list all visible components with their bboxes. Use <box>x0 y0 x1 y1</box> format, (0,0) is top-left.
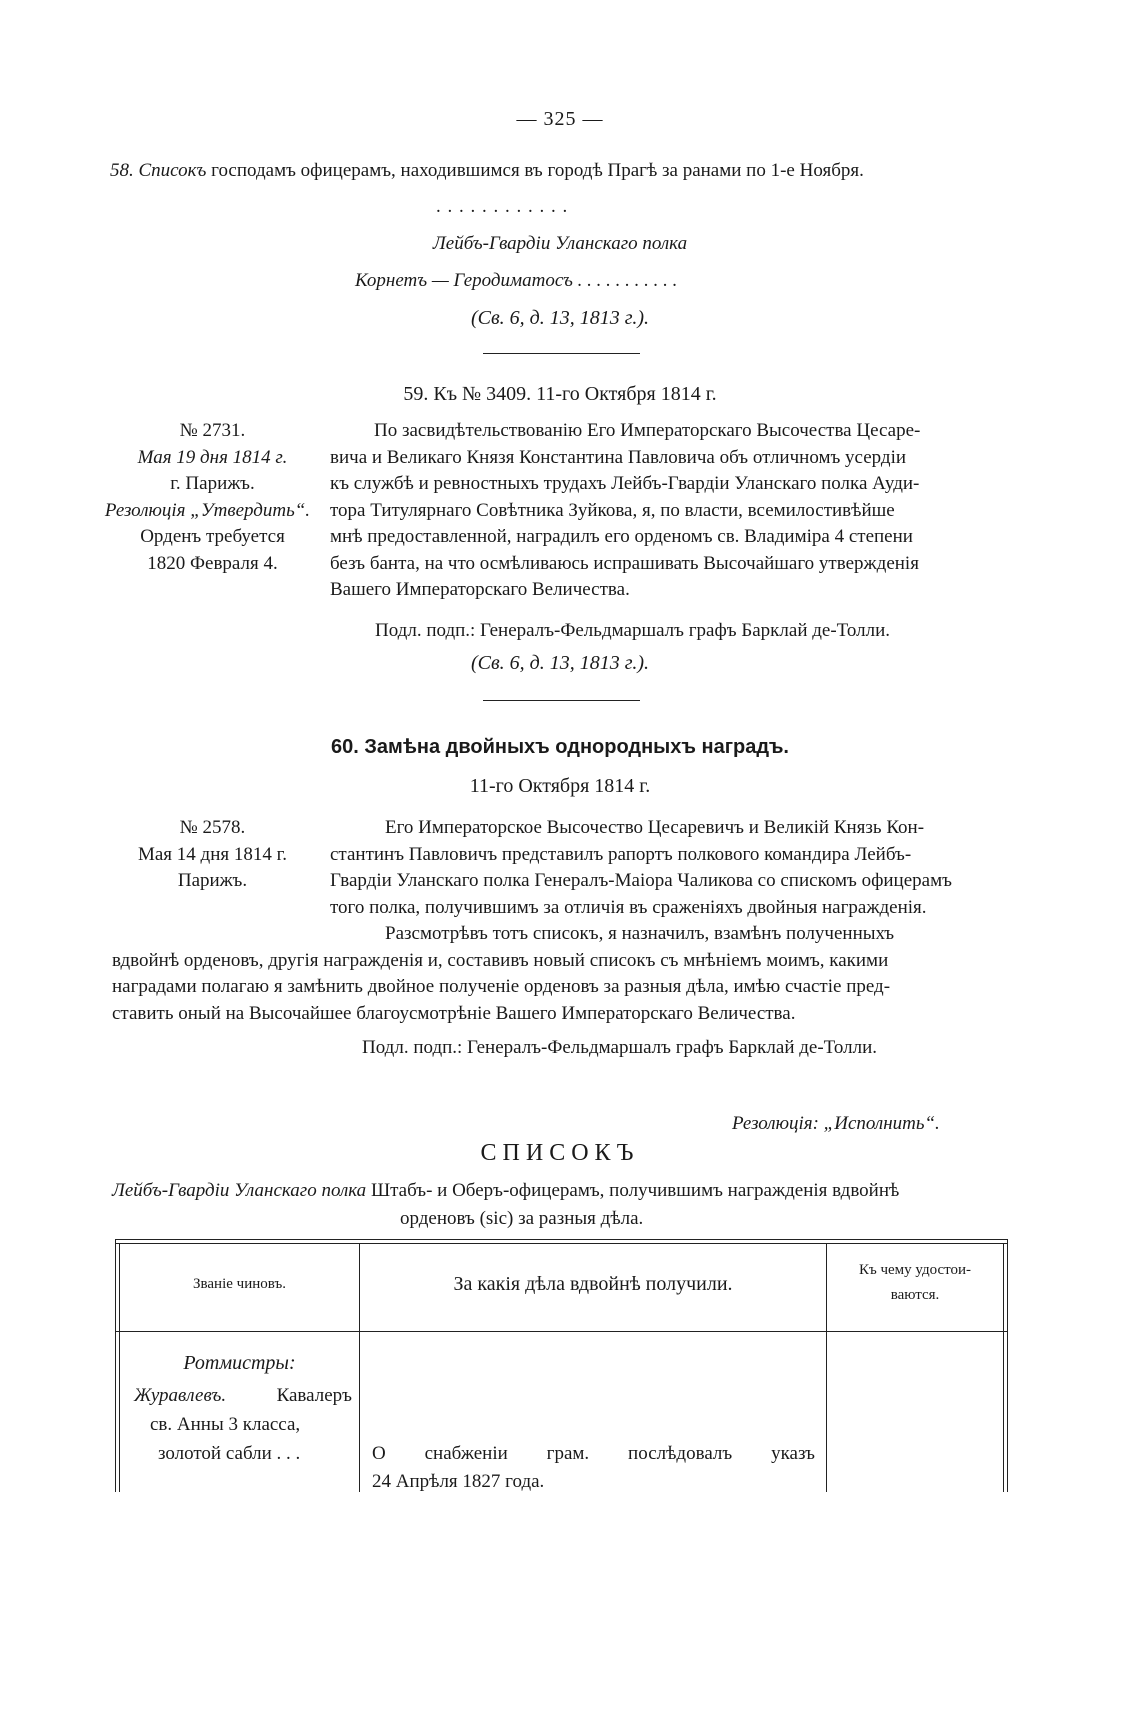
s60-margin-number: № 2578. <box>179 817 246 838</box>
s59-margin-resolution: Резолюція „Утвердить“. <box>104 499 311 521</box>
s58-title-italic: Списокъ <box>138 160 207 181</box>
s59-signature: Подл. подп.: Генералъ-Фельдмаршалъ графъ Барклай де-Толли. <box>375 620 890 641</box>
s60-signature: Подл. подп.: Генералъ-Фельдмаршалъ графъ Барклай де-Толли. <box>362 1037 877 1058</box>
s60-p2-line-1: Разсмотрѣвъ тотъ списокъ, я назначилъ, взамѣнъ полученныхъ <box>385 923 895 944</box>
header-award-2: ваются. <box>890 1287 940 1303</box>
list-subtitle-text: Штабъ- и Оберъ-офицерамъ, получившимъ награжденія вдвойнѣ <box>370 1180 900 1201</box>
s60-p2-line-4: ставить оный на Высочайшее благоусмотрѣніе Вашего Императорскаго Величества. <box>112 1002 796 1024</box>
s60-resolution: Резолюція: „Исполнить“. <box>732 1113 940 1134</box>
s59-margin-number: № 2731. <box>179 420 246 441</box>
header-deeds: За какія дѣла вдвойнѣ получили. <box>453 1273 733 1295</box>
s60-p1-line-4: того полка, получившимъ за отличія въ сраженіяхъ двойныя награжденія. <box>330 896 927 918</box>
s59-margin-place: г. Парижъ. <box>170 473 255 494</box>
s60-p2-line-3: наградами полагаю я замѣнить двойное полученіе орденовъ за разныя дѣла, имѣю счастіе пред- <box>112 976 891 997</box>
officer-title: Кавалеръ <box>276 1385 352 1406</box>
s59-line-7: Вашего Императорскаго Величества. <box>330 579 630 600</box>
s59-margin-order-2: 1820 Февраля 4. <box>147 552 278 574</box>
s60-para2 <box>112 921 1012 1027</box>
s60-margin-place: Парижъ. <box>177 870 248 891</box>
page-number: — 325 — <box>516 108 604 130</box>
deed-line-2: 24 Апрѣля 1827 года. <box>372 1471 545 1492</box>
s59-line-3: къ службѣ и ревностныхъ трудахъ Лейбъ-Гвардіи Уланскаго полка Ауди- <box>330 473 920 494</box>
table-top-border-1 <box>115 1239 1008 1240</box>
list-title: СПИСОКЪ <box>480 1140 640 1166</box>
table-right-border <box>1003 1243 1004 1492</box>
s58-regiment: Лейбъ-Гвардіи Уланскаго полка <box>432 233 688 254</box>
s59-line-5: мнѣ предоставленной, наградилъ его орденомъ св. Владиміра 4 степени <box>330 526 913 547</box>
s60-p1-line-3: Гвардіи Уланскаго полка Генералъ-Маіора Чаликова со спискомъ офицерамъ <box>330 870 952 891</box>
s59-margin-date: Мая 19 дня 1814 г. <box>137 446 288 468</box>
table-top-border-2 <box>115 1243 1008 1244</box>
list-subtitle-1 <box>112 1180 899 1202</box>
s58-dots: . . . . . . . . . . . . <box>436 196 569 217</box>
s60-margin <box>100 815 325 895</box>
s58-source: (Св. 6, д. 13, 1813 г.). <box>471 307 649 329</box>
rank-line-1 <box>134 1385 352 1407</box>
rank-line-2: св. Анны 3 класса, <box>150 1414 301 1435</box>
s60-p2-line-2: вдвойнѣ орденовъ, другія награжденія и, составивъ новый списокъ съ мнѣніемъ моимъ, какими <box>112 949 889 971</box>
table-header-border <box>115 1331 1008 1332</box>
table-col-divider-2 <box>826 1243 827 1492</box>
s58-number: 58. <box>110 160 134 181</box>
header-rank: Званіе чиновъ. <box>193 1276 286 1292</box>
s58-title <box>110 160 864 182</box>
s60-p1-line-2: стантинъ Павловичъ представилъ рапортъ полкового командира Лейбъ- <box>330 843 912 865</box>
rank-line-3: золотой сабли . . . <box>158 1443 301 1464</box>
s59-line-1: По засвидѣтельствованію Его Императорскаго Высочества Цесаре- <box>374 420 921 441</box>
s60-date: 11-го Октября 1814 г. <box>469 775 651 797</box>
table-right-border-2 <box>1007 1239 1008 1492</box>
s59-heading: 59. Къ № 3409. 11-го Октября 1814 г. <box>403 383 717 405</box>
divider-58 <box>483 353 640 354</box>
rank-group: Ротмистры: <box>183 1352 296 1374</box>
table-left-border <box>115 1239 116 1492</box>
s60-heading: 60. Замѣна двойныхъ однородныхъ наградъ. <box>331 736 789 758</box>
s60-para1 <box>330 815 1012 921</box>
list-subtitle-italic: Лейбъ-Гвардіи Уланскаго полка <box>112 1180 367 1201</box>
s59-body <box>330 418 1012 604</box>
s60-margin-date: Мая 14 дня 1814 г. <box>137 843 288 865</box>
divider-59 <box>483 700 640 701</box>
deed-line-1: О снабженіи грам. послѣдовалъ указъ <box>372 1443 815 1464</box>
s58-title-text: господамъ офицерамъ, находившимся въ городѣ Прагѣ за ранами по 1-е Ноября. <box>211 160 864 181</box>
s59-source: (Св. 6, д. 13, 1813 г.). <box>471 652 649 674</box>
s60-p1-line-1: Его Императорское Высочество Цесаревичъ и Великій Князь Кон- <box>385 817 925 838</box>
s59-line-2: вича и Великаго Князя Константина Павловича объ отличномъ усердіи <box>330 446 907 468</box>
s59-line-6: безъ банта, на что осмѣливаюсь испрашивать Высочайшаго утвержденія <box>330 552 919 574</box>
s59-line-4: тора Титулярнаго Совѣтника Зуйкова, я, по власти, всемилостивѣйше <box>330 499 895 521</box>
list-subtitle-2: орденовъ (sic) за разныя дѣла. <box>400 1208 644 1229</box>
s58-cornet: Корнетъ — Геродиматосъ . . . . . . . . . . . <box>355 270 678 291</box>
header-award-1: Къ чему удостои- <box>858 1262 972 1278</box>
officer-name: Журавлевъ. <box>134 1385 227 1406</box>
s59-margin <box>100 418 325 577</box>
s59-margin-order-1: Орденъ требуется <box>140 526 285 547</box>
